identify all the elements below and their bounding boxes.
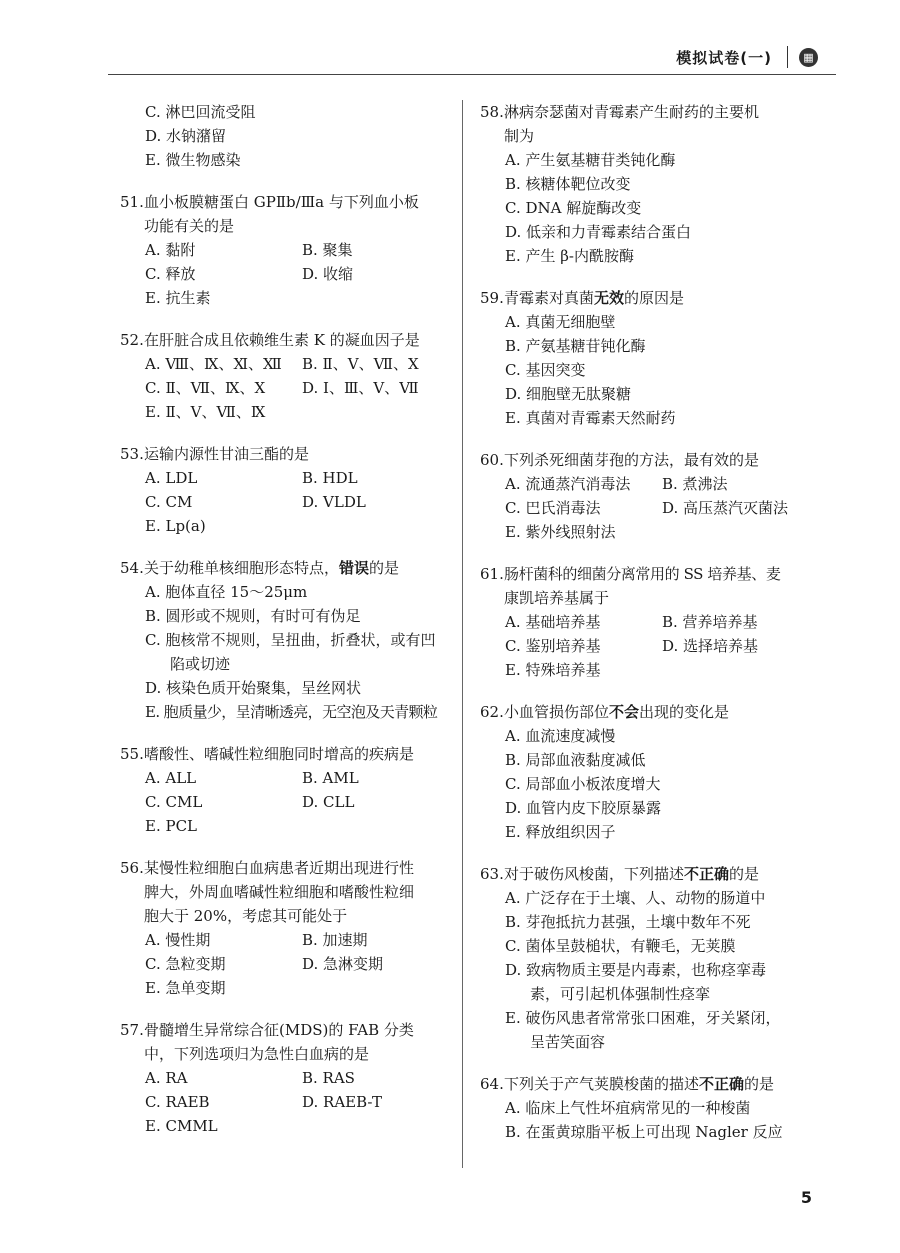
option-a: A. LDL <box>145 469 198 487</box>
option-a: A. ALL <box>145 769 197 787</box>
option-c: C. 胞核常不规则，呈扭曲，折叠状，或有凹 陷或切迹 <box>145 631 436 673</box>
question-stem-cont: 脾大，外周血嗜碱性粒细胞和嗜酸性粒细 <box>144 883 415 901</box>
question-stem: 在肝脏合成且依赖维生素 K 的凝血因子是 <box>144 331 420 349</box>
option-b: B. 圆形或不规则，有时可有伪足 <box>145 607 361 625</box>
option-d: D. 血管内皮下胶原暴露 <box>505 799 662 817</box>
column-divider <box>462 100 463 1168</box>
option-b: B. 芽孢抵抗力甚强，土壤中数年不死 <box>505 913 751 931</box>
emphasis-keyword: 无效 <box>594 289 625 307</box>
question-58 <box>480 100 825 268</box>
option-e: E. 产生 β-内酰胺酶 <box>505 247 634 265</box>
emphasis-keyword: 错误 <box>339 559 370 577</box>
option-e: E. 真菌对青霉素天然耐药 <box>505 409 676 427</box>
question-stem: 下列杀死细菌芽孢的方法，最有效的是 <box>504 451 760 469</box>
question-number: 55. <box>120 745 144 763</box>
question-stem: 对于破伤风梭菌，下列描述不正确的是 <box>504 865 760 883</box>
option-d: D. Ⅰ、Ⅲ、Ⅴ、Ⅶ <box>302 379 419 397</box>
question-number: 60. <box>480 451 504 469</box>
question-number: 59. <box>480 289 504 307</box>
option-e: E. 急单变期 <box>145 979 226 997</box>
option-e: E. Lp(a) <box>145 517 206 535</box>
book-icon: ▦ <box>799 48 818 67</box>
option-d: D. VLDL <box>302 493 366 511</box>
question-stem-cont: 胞大于 20%，考虑其可能处于 <box>144 907 348 925</box>
question-64 <box>480 1072 825 1144</box>
option-b: B. AML <box>302 769 359 787</box>
option-d: D. 高压蒸汽灭菌法 <box>662 499 789 517</box>
option-e: E. 紫外线照射法 <box>505 523 616 541</box>
question-number: 53. <box>120 445 144 463</box>
question-59 <box>480 286 825 430</box>
option-e: E. 释放组织因子 <box>505 823 616 841</box>
option-d: D. RAEB-T <box>302 1093 382 1111</box>
question-stem: 下列关于产气荚膜梭菌的描述不正确的是 <box>504 1075 775 1093</box>
emphasis-keyword: 不会 <box>609 703 640 721</box>
option-a: A. 胞体直径 15～25μm <box>145 583 308 601</box>
right-column <box>480 100 825 1162</box>
header-title: 模拟试卷(一) <box>676 49 772 67</box>
header-separator <box>787 46 789 68</box>
question-stem: 骨髓增生异常综合征(MDS)的 FAB 分类 <box>144 1021 414 1039</box>
option-c: C. RAEB <box>145 1093 210 1111</box>
option-e: E. 抗生素 <box>145 289 211 307</box>
question-stem-cont: 康凯培养基属于 <box>504 589 610 607</box>
option-c: C. 基因突变 <box>505 361 586 379</box>
option-a: A. 黏附 <box>145 241 196 259</box>
option-c: C. CML <box>145 793 203 811</box>
question-51 <box>120 190 458 310</box>
question-stem: 某慢性粒细胞白血病患者近期出现进行性 <box>144 859 415 877</box>
option-c: C. Ⅱ、Ⅶ、Ⅸ、Ⅹ <box>145 379 266 397</box>
question-52 <box>120 328 458 424</box>
option-d: D. 急淋变期 <box>302 955 384 973</box>
option-e: E. 特殊培养基 <box>505 661 601 679</box>
question-63 <box>480 862 825 1054</box>
question-53 <box>120 442 458 538</box>
option-d: D. 选择培养基 <box>662 637 759 655</box>
option-e: E. PCL <box>145 817 198 835</box>
option-c: C. 鉴别培养基 <box>505 637 601 655</box>
option-b: B. RAS <box>302 1069 355 1087</box>
option-d: D. 低亲和力青霉素结合蛋白 <box>505 223 692 241</box>
question-54 <box>120 556 458 724</box>
question-61 <box>480 562 825 682</box>
option-e: E. Ⅱ、Ⅴ、Ⅶ、Ⅸ <box>145 403 266 421</box>
emphasis-keyword: 不正确 <box>684 865 730 883</box>
option-b: B. 局部血液黏度减低 <box>505 751 646 769</box>
question-50-continued <box>120 100 458 172</box>
option-e: E. 微生物感染 <box>145 151 241 169</box>
question-stem-cont: 中，下列选项归为急性白血病的是 <box>144 1045 370 1063</box>
left-column <box>120 100 458 1156</box>
question-stem: 血小板膜糖蛋白 GPⅡb/Ⅲa 与下列血小板 <box>144 193 419 211</box>
option-a: A. 血流速度减慢 <box>505 727 616 745</box>
option-a: A. 真菌无细胞壁 <box>505 313 616 331</box>
question-stem: 小血管损伤部位不会出现的变化是 <box>504 703 730 721</box>
option-b: B. 加速期 <box>302 931 368 949</box>
option-c: C. 菌体呈鼓槌状，有鞭毛，无荚膜 <box>505 937 736 955</box>
question-number: 56. <box>120 859 144 877</box>
option-c: C. 急粒变期 <box>145 955 226 973</box>
question-stem: 淋病奈瑟菌对青霉素产生耐药的主要机 <box>504 103 760 121</box>
emphasis-keyword: 不正确 <box>699 1075 745 1093</box>
option-a: A. RA <box>145 1069 188 1087</box>
option-d: D. 致病物质主要是内毒素，也称痉挛毒 素，可引起机体强制性痉挛 <box>505 961 767 1003</box>
option-a: A. 流通蒸汽消毒法 <box>505 475 631 493</box>
question-number: 62. <box>480 703 504 721</box>
question-55 <box>120 742 458 838</box>
question-stem-cont: 制为 <box>504 127 535 145</box>
option-a: A. 慢性期 <box>145 931 211 949</box>
question-stem: 肠杆菌科的细菌分离常用的 SS 培养基、麦 <box>504 565 781 583</box>
question-number: 64. <box>480 1075 504 1093</box>
option-a: A. 广泛存在于土壤、人、动物的肠道中 <box>505 889 766 907</box>
page-header <box>0 0 900 80</box>
option-b: B. 核糖体靶位改变 <box>505 175 631 193</box>
option-b: B. 聚集 <box>302 241 353 259</box>
question-number: 57. <box>120 1021 144 1039</box>
option-c: C. CM <box>145 493 193 511</box>
option-e: E. 破伤风患者常常张口困难，牙关紧闭， 呈苦笑面容 <box>505 1009 781 1051</box>
question-number: 51. <box>120 193 144 211</box>
option-b: B. 营养培养基 <box>662 613 758 631</box>
question-number: 63. <box>480 865 504 883</box>
option-c: C. 释放 <box>145 265 196 283</box>
question-56 <box>120 856 458 1000</box>
option-c: C. DNA 解旋酶改变 <box>505 199 642 217</box>
option-a: A. Ⅷ、Ⅸ、Ⅺ、Ⅻ <box>145 355 282 373</box>
option-a: A. 基础培养基 <box>505 613 601 631</box>
option-c: C. 局部血小板浓度增大 <box>505 775 661 793</box>
question-number: 54. <box>120 559 144 577</box>
question-stem: 关于幼稚单核细胞形态特点，错误的是 <box>144 559 400 577</box>
page-number: 5 <box>800 1188 812 1207</box>
option-e: E. 胞质量少，呈清晰透亮，无空泡及天青颗粒 <box>145 703 438 721</box>
question-number: 58. <box>480 103 504 121</box>
option-a: A. 产生氨基糖苷类钝化酶 <box>505 151 676 169</box>
option-b: B. 在蛋黄琼脂平板上可出现 Nagler 反应 <box>505 1123 783 1141</box>
option-d: D. CLL <box>302 793 355 811</box>
question-62 <box>480 700 825 844</box>
option-b: B. 产氨基糖苷钝化酶 <box>505 337 646 355</box>
option-d: D. 细胞壁无肽聚糖 <box>505 385 632 403</box>
option-d: D. 核染色质开始聚集，呈丝网状 <box>145 679 362 697</box>
option-d: D. 收缩 <box>302 265 354 283</box>
header-rule <box>108 74 836 75</box>
question-number: 52. <box>120 331 144 349</box>
question-stem-cont: 功能有关的是 <box>144 217 235 235</box>
question-stem: 嗜酸性、嗜碱性粒细胞同时增高的疾病是 <box>144 745 415 763</box>
option-c: C. 巴氏消毒法 <box>505 499 601 517</box>
option-d: D. 水钠潴留 <box>145 127 227 145</box>
option-a: A. 临床上气性坏疽病常见的一种梭菌 <box>505 1099 751 1117</box>
question-60 <box>480 448 825 544</box>
question-stem: 运输内源性甘油三酯的是 <box>144 445 310 463</box>
question-57 <box>120 1018 458 1138</box>
question-stem: 青霉素对真菌无效的原因是 <box>504 289 685 307</box>
option-b: B. 煮沸法 <box>662 475 728 493</box>
option-b: B. HDL <box>302 469 358 487</box>
option-e: E. CMML <box>145 1117 218 1135</box>
option-c: C. 淋巴回流受阻 <box>145 103 256 121</box>
option-b: B. Ⅱ、Ⅴ、Ⅶ、Ⅹ <box>302 355 419 373</box>
question-number: 61. <box>480 565 504 583</box>
